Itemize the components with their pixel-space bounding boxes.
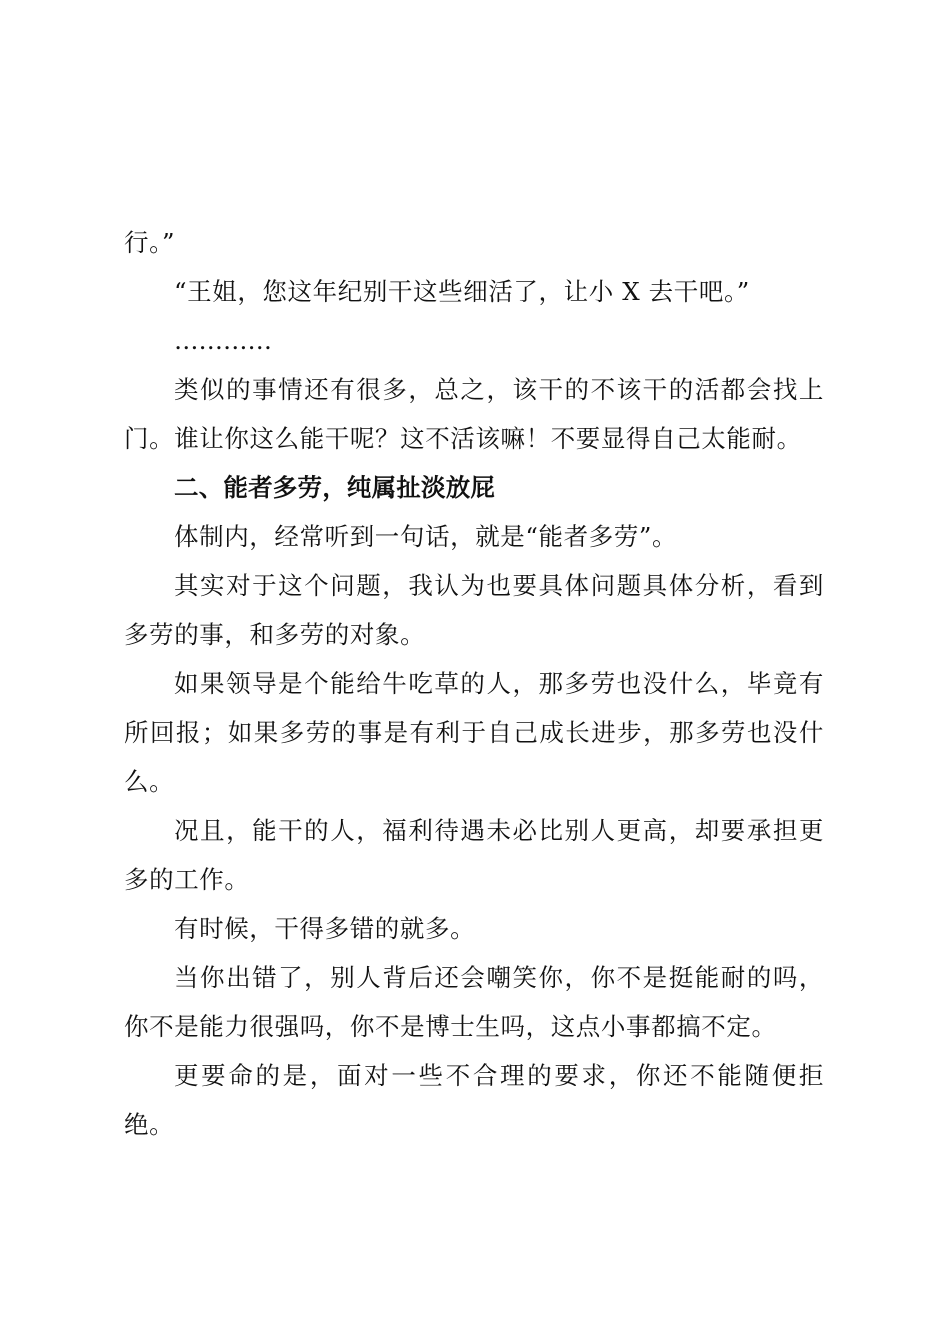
paragraph: 类似的事情还有很多，总之，该干的不该干的活都会找上门。谁让你这么能干呢？这不活该嘛！不要显得自己太能耐。 [124,375,824,453]
paragraph-quote: “王姐，您这年纪别干这些细活了，让小 X 去干吧。” [174,277,750,306]
paragraph: 如果领导是个能给牛吃草的人，那多劳也没什么，毕竟有所回报；如果多劳的事是有利于自己成长进步，那多劳也没什么。 [124,669,824,796]
paragraph: 其实对于这个问题，我认为也要具体问题具体分析，看到多劳的事，和多劳的对象。 [124,571,824,649]
section-heading: 二、能者多劳，纯属扯淡放屁 [174,473,496,502]
paragraph: 有时候，干得多错的就多。 [174,914,476,943]
paragraph-ellipsis: ………… [174,326,272,355]
paragraph-continuation: 行。” [124,228,176,257]
paragraph: 体制内，经常听到一句话，就是“能者多劳”。 [174,522,678,551]
paragraph: 况且，能干的人，福利待遇未必比别人更高，却要承担更多的工作。 [124,816,824,894]
paragraph: 当你出错了，别人背后还会嘲笑你，你不是挺能耐的吗，你不是能力很强吗，你不是博士生吗，这点小事都搞不定。 [124,963,824,1041]
document-body [124,218,824,1149]
paragraph: 更要命的是，面对一些不合理的要求，你还不能随便拒绝。 [124,1061,824,1139]
